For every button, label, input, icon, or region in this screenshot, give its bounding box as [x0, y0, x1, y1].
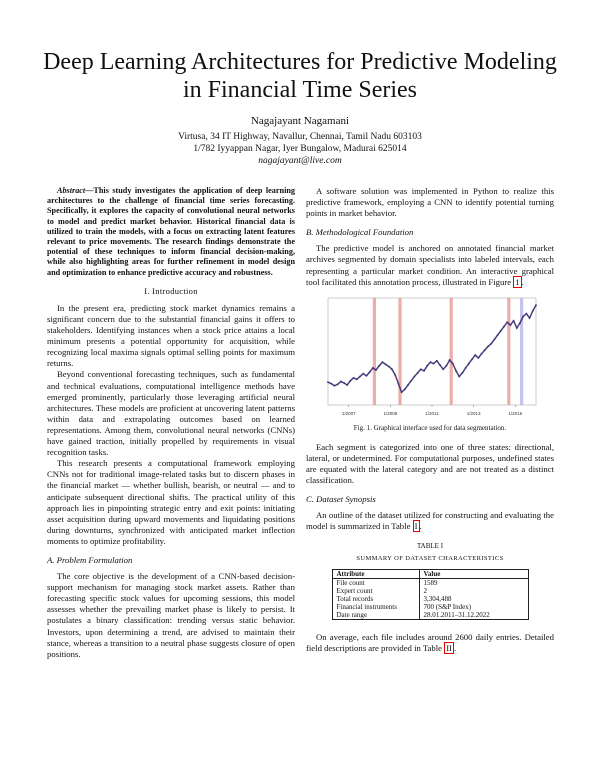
highlight-region-0: [373, 298, 376, 405]
price-point: [330, 382, 332, 384]
table-row: Total records 3,304,488: [332, 595, 528, 603]
intro-paragraph-3: This research presents a computational framework employing CNNs not for traditional image-related tasks but to discern phases in the financial market — whether bullish, bearish, or neutral — and to anticipate subsequent directional shifts. The practical utility of this approach lies in pinpointing strategic entry and exit points: initiating asset acquisition during upward movements and liquidating positions during downturns, synchronized with anticipated market inflection moments to optimize profitability.: [47, 458, 295, 546]
table-caption: SUMMARY OF DATASET CHARACTERISTICS: [356, 554, 504, 562]
paper-title: Deep Learning Architectures for Predictive Modeling in Financial Time Series: [43, 49, 557, 103]
price-point: [391, 368, 393, 370]
price-point: [529, 317, 531, 319]
price-point: [516, 327, 518, 329]
problem-paragraph: The core objective is the development of a CNN-based decision-support mechanism for managing stock market assets. Rather than forecasting specific stock values for upcoming sessions, this model assesses whether the prevailing market phase is likely to persist. It postulates a binary classification: trending versus static behavior. Investors, upon determining a trend, are advised to maintain their stance, whereas a transition to a neutral phase suggests closure of open positions.: [47, 571, 295, 659]
price-point: [490, 343, 492, 345]
table-row: Financial instruments 700 (S&P Index): [332, 603, 528, 611]
x-tick-label: 1/2013: [466, 410, 481, 416]
price-point: [519, 322, 521, 324]
price-point: [398, 382, 400, 384]
price-point: [458, 375, 460, 377]
price-point: [372, 367, 374, 369]
price-point: [366, 375, 368, 377]
author-name: Nagajayant Nagamani: [250, 115, 350, 127]
price-point: [430, 361, 432, 363]
price-point: [468, 362, 470, 364]
price-point: [426, 365, 428, 367]
price-point: [478, 357, 480, 359]
price-point: [449, 359, 451, 361]
dataset-paragraph: An outline of the dataset utilized for constructing and evaluating the model is summarized in Table I .: [306, 510, 554, 532]
x-tick-label: 1/2007: [341, 410, 356, 416]
segment-paragraph: Each segment is categorized into one of three states: directional, lateral, or undetermined. For computational purposes, undefined states are equated with the lateral category and are not treated as a distinct classification.: [306, 441, 554, 486]
table-title: TABLE I: [416, 541, 444, 550]
left-column: [47, 186, 295, 660]
x-tick-label: 1/2015: [508, 410, 523, 416]
figure-caption: Fig. 1. Graphical interface used for data segmentation.: [353, 423, 507, 432]
price-point: [500, 330, 502, 332]
subsection-heading-problem: A. Problem Formulation: [47, 554, 133, 565]
price-point: [494, 338, 496, 340]
price-point: [526, 313, 528, 315]
highlight-region-3: [507, 298, 510, 405]
price-point: [522, 315, 524, 317]
price-point: [388, 365, 390, 367]
price-point: [350, 380, 352, 382]
price-point: [503, 325, 505, 327]
price-point: [474, 354, 476, 356]
x-tick-label: 1/2009: [383, 410, 398, 416]
price-point: [446, 365, 448, 367]
price-point: [407, 384, 409, 386]
price-point: [401, 391, 403, 393]
figure-reference-link[interactable]: 1: [515, 276, 520, 287]
table-2-reference-link[interactable]: II: [446, 642, 452, 653]
price-point: [414, 375, 416, 377]
software-paragraph: A software solution was implemented in Python to realize this predictive framework, employing a CNN to identify potential turning points in market behavior.: [306, 186, 554, 219]
price-point: [337, 383, 339, 385]
price-point: [510, 324, 512, 326]
price-point: [420, 368, 422, 370]
address-line-1: Virtusa, 34 IT Highway, Navallur, Chennai, Tamil Nadu 603103: [178, 132, 422, 142]
table-row: Expert count 2: [332, 587, 528, 595]
price-point: [385, 363, 387, 365]
price-point: [327, 381, 329, 383]
dataset-summary-table: [332, 569, 529, 620]
subsection-heading-dataset: C. Dataset Synopsis: [306, 494, 376, 505]
price-point: [433, 362, 435, 364]
figure-1: [306, 294, 554, 419]
x-tick-label: 1/2011: [425, 410, 439, 416]
author-email: nagajayant@live.com: [258, 156, 342, 167]
price-point: [436, 360, 438, 362]
price-point: [423, 370, 425, 372]
price-point: [506, 321, 508, 323]
price-point: [487, 345, 489, 347]
price-point: [417, 372, 419, 374]
table-header-value: Value: [419, 569, 528, 578]
method-paragraph: The predictive model is anchored on annotated financial market archives segmented by domain specialists into labeled intervals, each representing a particular market condition. An interactive graphical tool facilitated this annotation process, illustrated in Figure 1 .: [306, 243, 554, 287]
price-point: [410, 380, 412, 382]
price-point: [346, 384, 348, 386]
price-point: [452, 362, 454, 364]
table-header-attribute: Attribute: [332, 569, 419, 578]
price-point: [340, 380, 342, 382]
author-affiliation: [0, 131, 600, 168]
abstract: [47, 186, 295, 278]
subsection-heading-method: B. Methodological Foundation: [306, 227, 414, 238]
price-point: [382, 361, 384, 363]
price-point: [404, 388, 406, 390]
address-line-2: 1/782 Iyyappan Nagar, Iyer Bungalow, Madurai 625014: [193, 144, 407, 155]
intro-paragraph-1: In the present era, predicting stock market dynamics remains a significant concern due to the substantial financial gains it offers to stakeholders. Identifying instances when a stock price attains a local minimum presents a potential opportunity for acquisition, while recognizing local maxima signals optimal selling points for maximum returns.: [47, 302, 295, 369]
right-column: [306, 186, 554, 654]
final-paragraph: On average, each file includes around 2600 daily entries. Detailed field descriptions are provided in Table II .: [306, 631, 554, 653]
price-point: [484, 349, 486, 351]
highlight-region-4: [520, 298, 523, 405]
price-point: [362, 372, 364, 374]
price-point: [513, 320, 515, 322]
price-point: [356, 378, 358, 380]
price-point: [369, 371, 371, 373]
price-point: [359, 375, 361, 377]
price-point: [442, 368, 444, 370]
price-point: [532, 310, 534, 312]
price-point: [535, 304, 537, 306]
section-heading-introduction: I. Introduction: [144, 285, 198, 296]
table-row: Date range 28.01.2011–31.12.2022: [332, 611, 528, 620]
price-point: [343, 382, 345, 384]
price-point: [378, 365, 380, 367]
abstract-label: Abstract: [57, 186, 86, 195]
table-row: File count 1589: [332, 578, 528, 587]
price-point: [375, 369, 377, 371]
intro-paragraph-2: Beyond conventional forecasting techniques, such as fundamental and technical evaluations, computational intelligence methods have emerged prominently, particularly those leveraging artificial neural architectures. These models are proficient at uncovering latent patterns within data and extrapolating outcomes based on learned representations. Among them, convolutional neural networks (CNNs) have gained traction, initially propelled by requirements in visual recognition tasks.: [47, 369, 295, 458]
price-point: [471, 358, 473, 360]
price-point: [353, 377, 355, 379]
price-point: [334, 385, 336, 387]
price-point: [394, 374, 396, 376]
price-point: [465, 367, 467, 369]
abstract-text: —This study investigates the application of deep learning architectures to the challenge of financial time series forecasting. Specifically, it explores the capacity of convolutional neural networks to model and predict market behavior. Historical financial data is utilized to train the models, with a focus on extracting latent features relevant to price movements. The research findings demonstrate the potential of these techniques to inform financial decision-making, while also highlighting areas for further refinement in model design and optimization to enhance predictive accuracy and robustness.: [47, 186, 295, 277]
price-point: [455, 370, 457, 372]
figure-1-chart: [320, 294, 540, 419]
highlight-region-2: [450, 298, 453, 405]
table-reference-link[interactable]: I: [414, 521, 418, 532]
price-point: [462, 372, 464, 374]
price-point: [497, 334, 499, 336]
price-point: [481, 352, 483, 354]
price-point: [439, 364, 441, 366]
chart-plot-area: [328, 298, 536, 405]
